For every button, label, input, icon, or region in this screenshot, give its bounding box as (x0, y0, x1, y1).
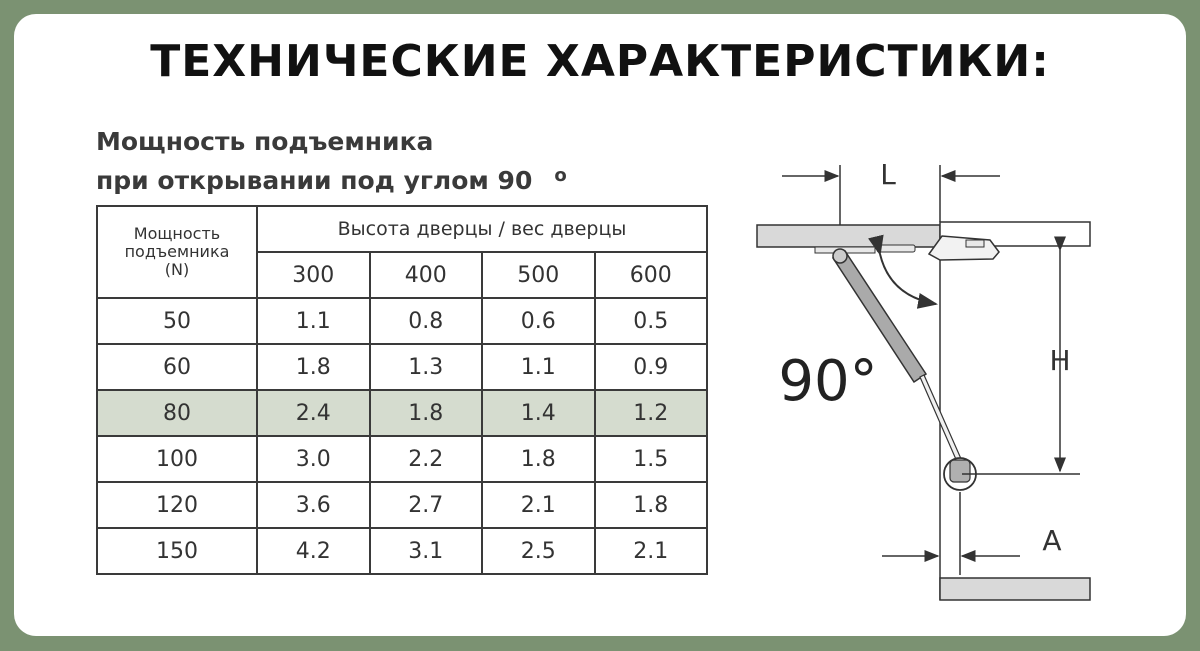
angle-arc (880, 254, 936, 304)
table-subtitle-line1: Мощность подъемника (96, 127, 434, 156)
value-cell: 1.4 (482, 390, 595, 436)
value-cell: 3.6 (257, 482, 370, 528)
value-cell: 0.6 (482, 298, 595, 344)
degree-mark: o (554, 165, 567, 186)
page-title: ТЕХНИЧЕСКИЕ ХАРАКТЕРИСТИКИ: (150, 36, 1050, 87)
value-cell: 3.1 (370, 528, 483, 574)
label-l: L (880, 158, 896, 191)
value-cell: 1.1 (257, 298, 370, 344)
value-cell: 1.8 (482, 436, 595, 482)
value-cell: 1.2 (595, 390, 708, 436)
value-cell: 2.7 (370, 482, 483, 528)
force-cell: 120 (97, 482, 257, 528)
corner-header-line: Мощность (133, 224, 221, 243)
value-cell: 3.0 (257, 436, 370, 482)
hinge-part (877, 245, 915, 252)
force-cell: 50 (97, 298, 257, 344)
value-cell: 1.5 (595, 436, 708, 482)
subtitle-text: при открывании под углом 90 (96, 166, 533, 195)
label-a: A (1042, 524, 1062, 557)
force-cell: 100 (97, 436, 257, 482)
table-row (97, 344, 707, 390)
cabinet-bottom (940, 578, 1090, 600)
angle-label: 90° (778, 349, 878, 414)
value-cell: 2.4 (257, 390, 370, 436)
table-row (97, 436, 707, 482)
group-header: Высота дверцы / вес дверцы (257, 206, 707, 252)
value-cell: 2.1 (595, 528, 708, 574)
spec-table (96, 205, 708, 575)
corner-header-line: (N) (164, 260, 190, 279)
force-cell: 80 (97, 390, 257, 436)
value-cell: 1.8 (370, 390, 483, 436)
value-cell: 1.8 (595, 482, 708, 528)
value-cell: 2.2 (370, 436, 483, 482)
column-header: 300 (257, 252, 370, 298)
column-header: 400 (370, 252, 483, 298)
hinge-mechanism (929, 236, 999, 260)
strut-top-mount (833, 249, 847, 263)
column-header: 600 (595, 252, 708, 298)
value-cell: 1.3 (370, 344, 483, 390)
table-row (97, 298, 707, 344)
force-cell: 150 (97, 528, 257, 574)
value-cell: 0.5 (595, 298, 708, 344)
label-h: H (1049, 344, 1071, 377)
table-row (97, 528, 707, 574)
value-cell: 0.9 (595, 344, 708, 390)
table-row (97, 482, 707, 528)
table-row-highlighted (97, 390, 707, 436)
force-column-header (97, 206, 257, 298)
value-cell: 2.5 (482, 528, 595, 574)
gas-lift-diagram (740, 150, 1120, 610)
value-cell: 0.8 (370, 298, 483, 344)
strut-rod (920, 375, 962, 464)
value-cell: 1.1 (482, 344, 595, 390)
door-panel (757, 225, 940, 247)
strut-end-fitting (950, 460, 970, 482)
column-header: 500 (482, 252, 595, 298)
value-cell: 4.2 (257, 528, 370, 574)
force-cell: 60 (97, 344, 257, 390)
value-cell: 2.1 (482, 482, 595, 528)
table-subtitle-line2 (96, 165, 567, 195)
corner-header-line: подъемника (124, 242, 230, 261)
value-cell: 1.8 (257, 344, 370, 390)
hinge-screw (966, 240, 984, 247)
